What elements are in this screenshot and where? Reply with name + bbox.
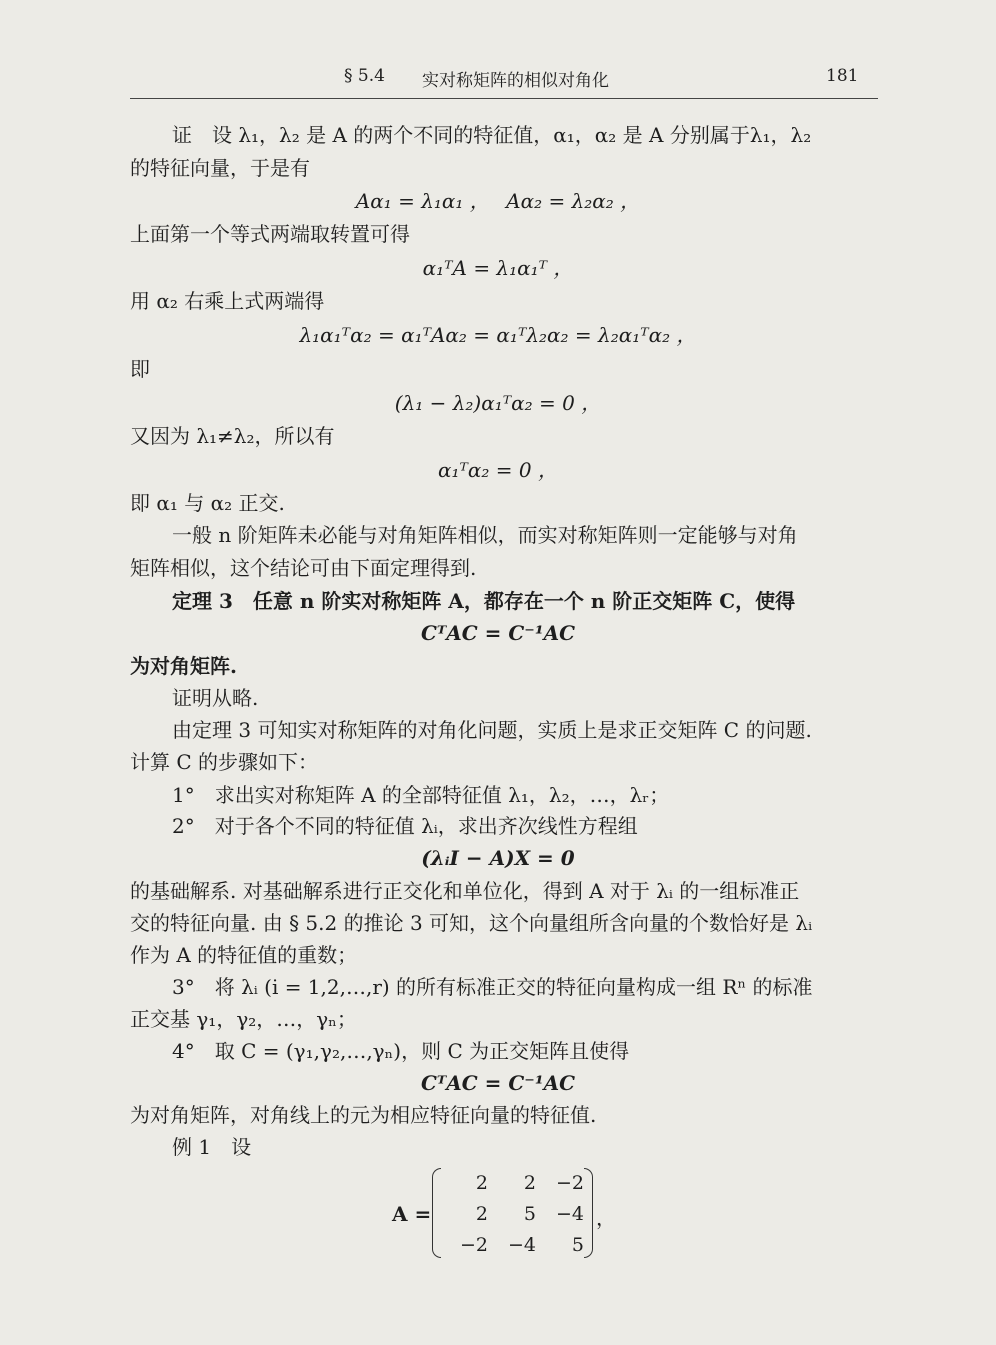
step-2-line-4: 作为 A 的特征值的重数；	[130, 943, 358, 967]
proof-line-2: 的特征向量，于是有	[130, 156, 310, 180]
matrix-cell: −2	[555, 1172, 584, 1194]
matrix-cell: 2	[475, 1203, 488, 1225]
matrix-cell: −4	[555, 1203, 584, 1225]
step-4: 4° 取 C = (γ₁,γ₂,…,γₙ)，则 C 为正交矩阵且使得	[172, 1039, 630, 1063]
section-title: 实对称矩阵的相似对角化	[422, 71, 609, 91]
equation-4: (λ₁ − λ₂)α₁ᵀα₂ = 0 ，	[394, 391, 602, 415]
proof-line-1: 证 设 λ₁，λ₂ 是 A 的两个不同的特征值，α₁，α₂ 是 A 分别属于λ₁，λ₂	[172, 123, 812, 147]
page-number: 181	[826, 66, 859, 86]
paragraph-line-2: 矩阵相似，这个结论可由下面定理得到.	[130, 556, 477, 580]
matrix-cell: 5	[571, 1234, 584, 1256]
paragraph-line-3: 由定理 3 可知实对称矩阵的对角化问题，实质上是求正交矩阵 C 的问题.	[172, 718, 812, 742]
step-1: 1° 求出实对称矩阵 A 的全部特征值 λ₁，λ₂，…，λᵣ；	[172, 783, 670, 807]
equation-2: α₁ᵀA = λ₁α₁ᵀ ，	[422, 256, 574, 280]
matrix-grid	[444, 1168, 588, 1261]
proof-line-3: 上面第一个等式两端取转置可得	[130, 222, 410, 246]
step-4-equation: CᵀAC = C⁻¹AC	[420, 1071, 576, 1095]
equation-3: λ₁α₁ᵀα₂ = α₁ᵀAα₂ = α₁ᵀλ₂α₂ = λ₂α₁ᵀα₂ ，	[299, 323, 697, 347]
section-number: § 5.4	[344, 66, 385, 86]
theorem-3-statement: 定理 3 任意 n 阶实对称矩阵 A，都存在一个 n 阶正交矩阵 C，使得	[172, 589, 796, 613]
paragraph-line-1: 一般 n 阶矩阵未必能与对角矩阵相似，而实对称矩阵则一定能够与对角	[172, 523, 798, 547]
proof-omitted: 证明从略.	[172, 686, 259, 710]
matrix-cell: 2	[523, 1172, 536, 1194]
step-3-line-2: 正交基 γ₁，γ₂，…，γₙ；	[130, 1007, 357, 1031]
matrix-cell: 2	[475, 1172, 488, 1194]
step-2-line-2: 的基础解系. 对基础解系进行正交化和单位化，得到 A 对于 λᵢ 的一组标准正	[130, 879, 800, 903]
proof-line-6: 又因为 λ₁≠λ₂，所以有	[130, 424, 335, 448]
step-4-line-2: 为对角矩阵，对角线上的元为相应特征向量的特征值.	[130, 1103, 597, 1127]
step-3: 3° 将 λᵢ (i = 1,2,…,r) 的所有标准正交的特征向量构成一组 Rⁿ 的标准	[172, 975, 813, 999]
step-2: 2° 对于各个不同的特征值 λᵢ，求出齐次线性方程组	[172, 814, 638, 838]
theorem-equation: CᵀAC = C⁻¹AC	[420, 621, 576, 645]
matrix-label: A =	[392, 1202, 432, 1226]
matrix-cell: 5	[523, 1203, 536, 1225]
matrix-row	[444, 1199, 588, 1230]
proof-line-7: 即 α₁ 与 α₂ 正交.	[130, 491, 285, 515]
example-1-heading: 例 1 设	[172, 1135, 252, 1159]
matrix-trailing-comma: ，	[596, 1206, 616, 1230]
header-rule	[130, 98, 878, 99]
matrix-A	[392, 1166, 642, 1262]
matrix-right-bracket	[584, 1168, 593, 1258]
matrix-cell: −4	[507, 1234, 536, 1256]
step-2-equation: (λᵢI − A)X = 0	[421, 846, 575, 870]
step-2-line-3: 交的特征向量. 由 § 5.2 的推论 3 可知，这个向量组所含向量的个数恰好是 λᵢ	[130, 911, 813, 935]
matrix-row	[444, 1230, 588, 1261]
proof-line-5: 即	[130, 357, 150, 381]
matrix-cell: −2	[459, 1234, 488, 1256]
theorem-3-conclusion: 为对角矩阵.	[130, 654, 237, 678]
equation-5: α₁ᵀα₂ = 0 ，	[438, 458, 558, 482]
paragraph-line-4: 计算 C 的步骤如下：	[130, 750, 319, 774]
matrix-row	[444, 1168, 588, 1199]
equation-1: Aα₁ = λ₁α₁ ， Aα₂ = λ₂α₂ ，	[355, 189, 641, 213]
matrix-left-bracket	[432, 1168, 441, 1258]
proof-line-4: 用 α₂ 右乘上式两端得	[130, 289, 325, 313]
